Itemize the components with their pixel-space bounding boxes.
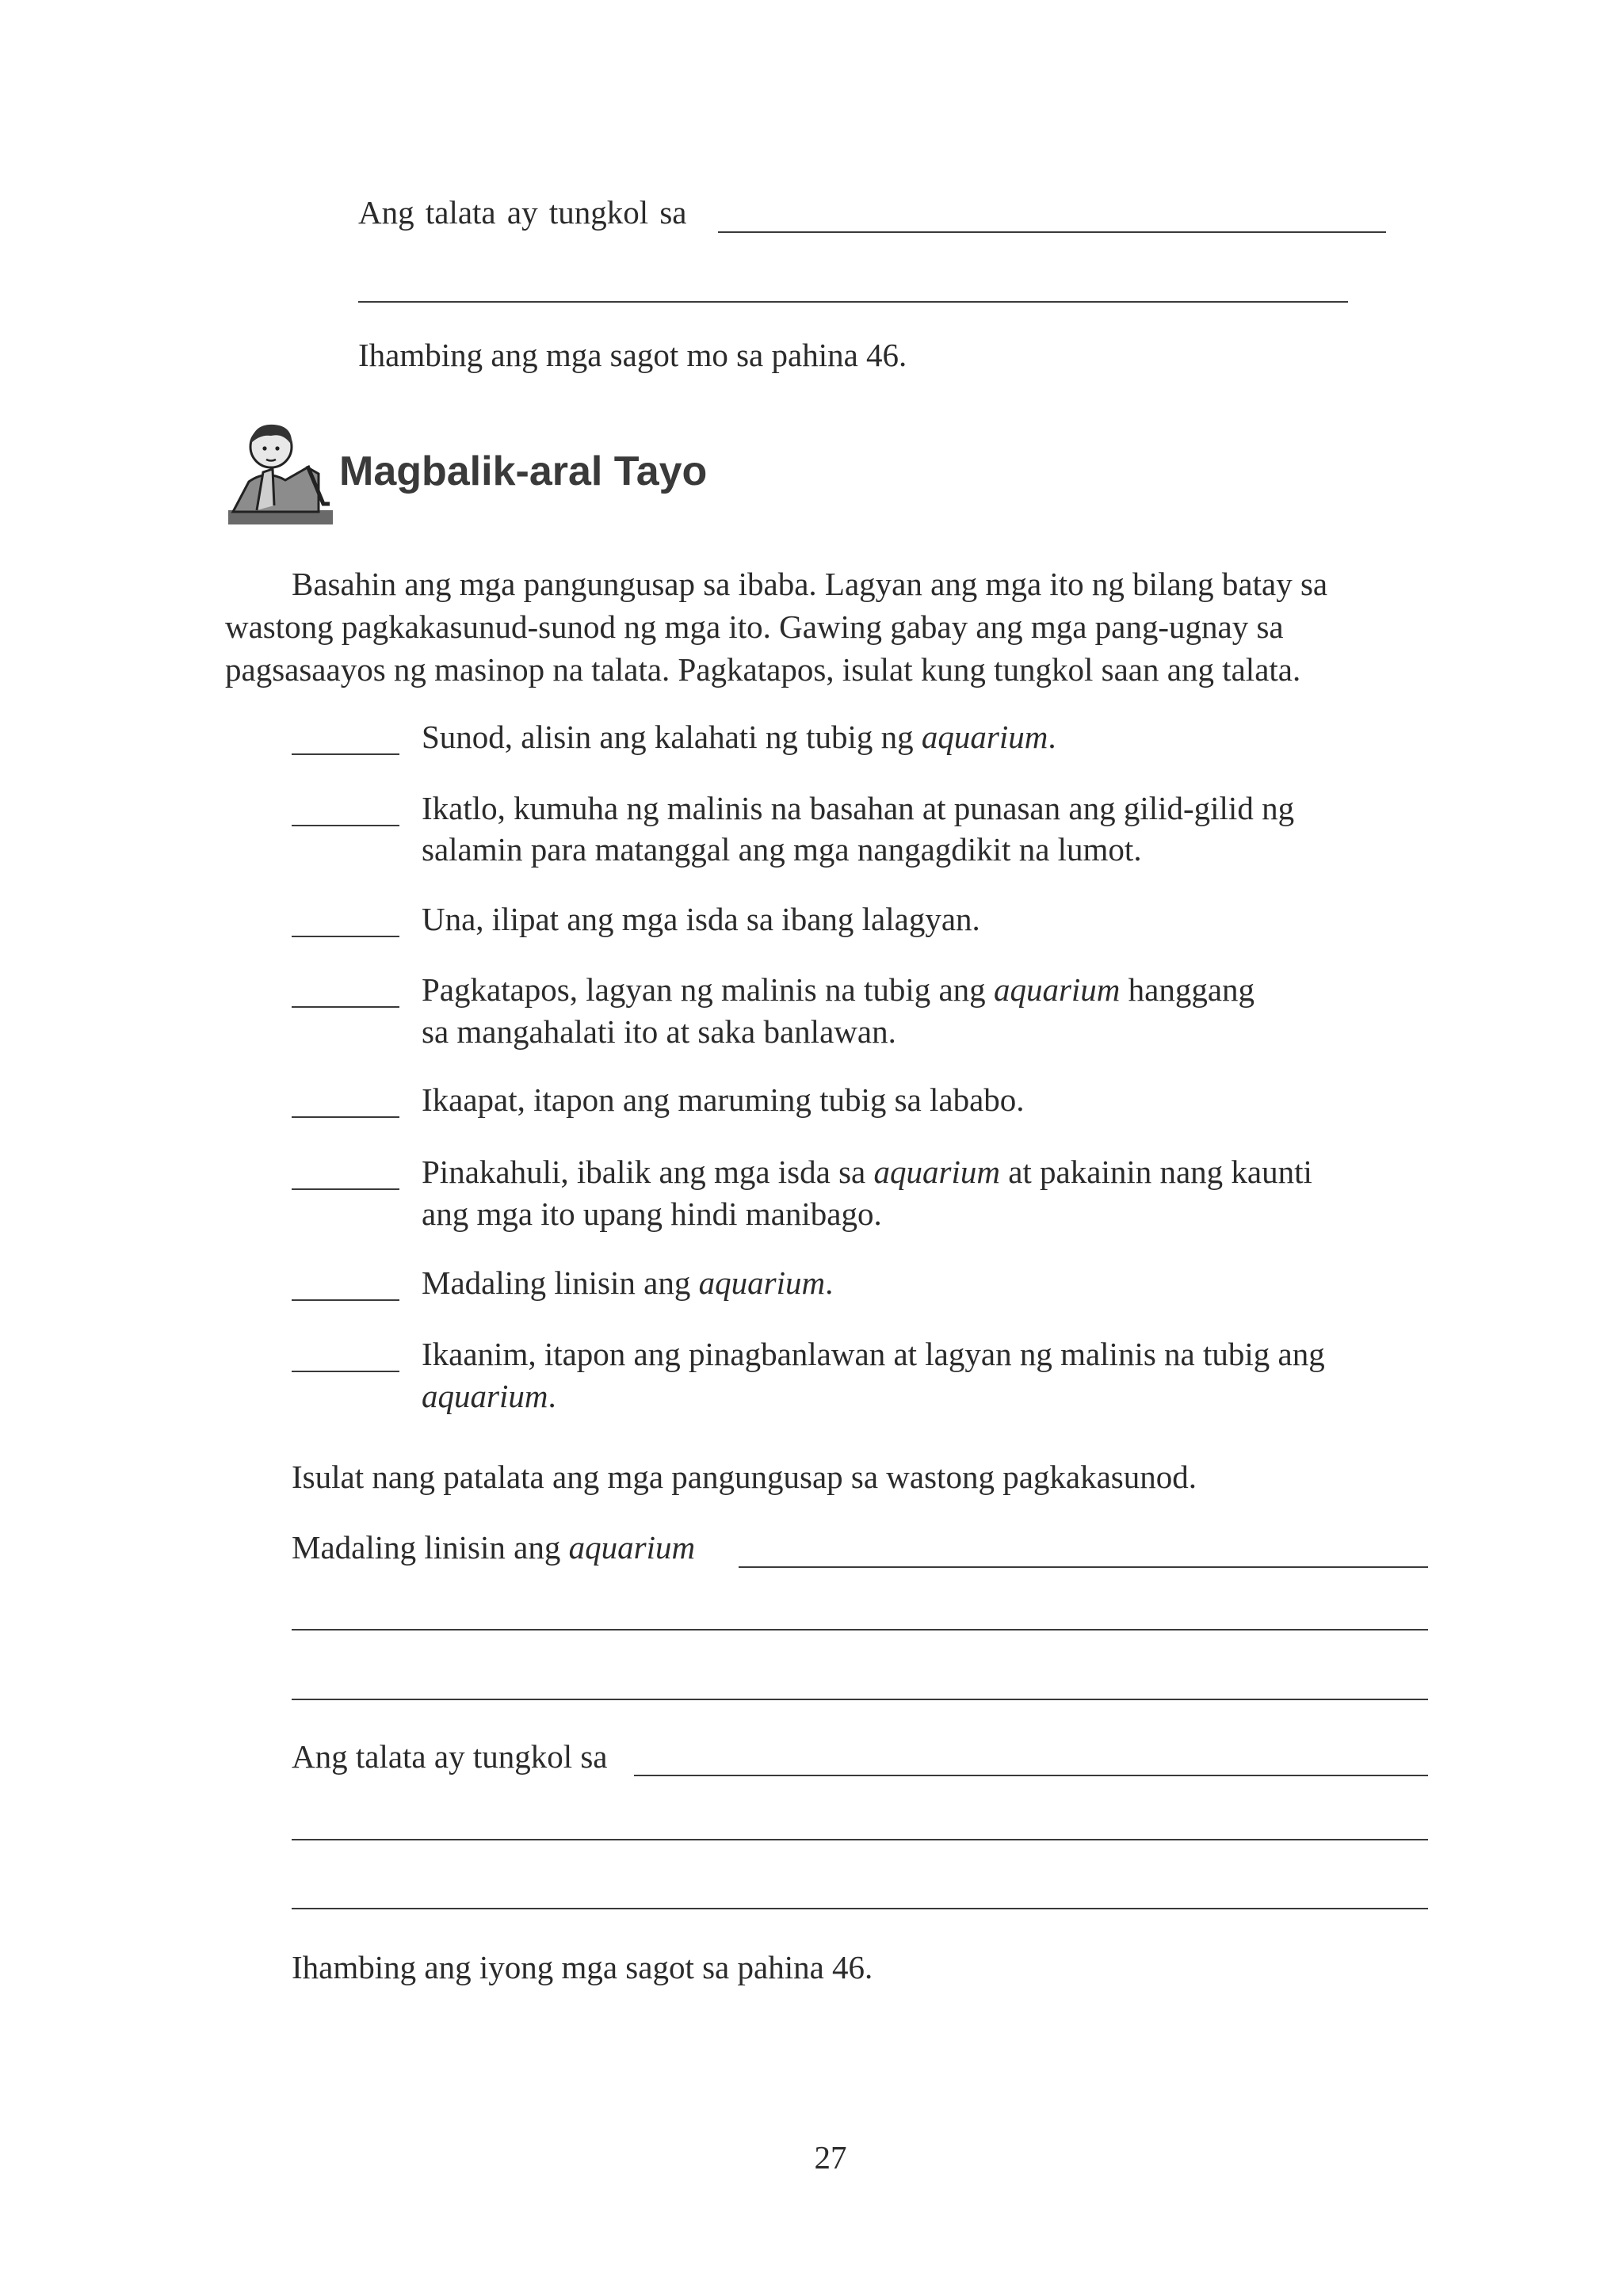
item-2-text-line-2: salamin para matanggal ang mga nangagdikit na lumot.	[422, 831, 1142, 868]
item-4-text-line-2: sa mangahalati ito at saka banlawan.	[422, 1013, 896, 1050]
number-blank-7[interactable]	[292, 1299, 399, 1301]
page-number: 27	[814, 2139, 847, 2176]
paragraph-line-2[interactable]	[292, 1629, 1428, 1630]
compare-note-top: Ihambing ang mga sagot mo sa pahina 46.	[358, 337, 907, 373]
answer-line-top-2[interactable]	[358, 301, 1348, 303]
compare-note-bottom: Ihambing ang iyong mga sagot sa pahina 46.	[292, 1949, 873, 1985]
instructions-line-3: pagsasaayos ng masinop na talata. Pagkatapos, isulat kung tungkol saan ang talata.	[225, 651, 1301, 688]
paragraph-start: Madaling linisin ang aquarium	[292, 1529, 696, 1566]
number-blank-1[interactable]	[292, 753, 399, 755]
instructions-line-1: Basahin ang mga pangungusap sa ibaba. Lagyan ang mga ito ng bilang batay sa	[292, 566, 1328, 602]
number-blank-4[interactable]	[292, 1006, 399, 1008]
number-blank-8[interactable]	[292, 1371, 399, 1372]
item-3-text: Una, ilipat ang mga isda sa ibang lalagyan.	[422, 901, 980, 937]
topic-prompt-top: Ang talata ay tungkol sa	[358, 194, 687, 231]
item-5-text: Ikaapat, itapon ang maruming tubig sa lababo.	[422, 1081, 1025, 1118]
item-8-text: Ikaanim, itapon ang pinagbanlawan at lagyan ng malinis na tubig ang	[422, 1336, 1325, 1372]
answer-line-top-1[interactable]	[718, 231, 1386, 233]
person-thinking-icon	[225, 417, 336, 528]
write-instruction: Isulat nang patalata ang mga pangungusap sa wastong pagkakasunod.	[292, 1459, 1197, 1495]
number-blank-6[interactable]	[292, 1188, 399, 1190]
section-heading: Magbalik-aral Tayo	[339, 448, 708, 494]
number-blank-2[interactable]	[292, 825, 399, 826]
topic-line-2[interactable]	[292, 1839, 1428, 1840]
item-2-text: Ikatlo, kumuha ng malinis na basahan at punasan ang gilid-gilid ng	[422, 790, 1295, 826]
instructions-line-2: wastong pagkakasunud-sunod ng mga ito. Gawing gabay ang mga pang-ugnay sa	[225, 608, 1284, 645]
paragraph-line-1[interactable]	[739, 1566, 1428, 1568]
topic-prompt: Ang talata ay tungkol sa	[292, 1738, 608, 1775]
item-6-text: Pinakahuli, ibalik ang mga isda sa aquarium at pakainin nang kaunti	[422, 1154, 1312, 1190]
item-8-text-line-2: aquarium.	[422, 1378, 556, 1414]
item-4-text: Pagkatapos, lagyan ng malinis na tubig ang aquarium hanggang	[422, 971, 1255, 1008]
number-blank-3[interactable]	[292, 936, 399, 937]
paragraph-line-3[interactable]	[292, 1699, 1428, 1700]
item-7-text: Madaling linisin ang aquarium.	[422, 1264, 834, 1301]
item-6-text-line-2: ang mga ito upang hindi manibago.	[422, 1196, 882, 1232]
number-blank-5[interactable]	[292, 1116, 399, 1118]
item-1-text: Sunod, alisin ang kalahati ng tubig ng aquarium.	[422, 719, 1056, 755]
topic-line-1[interactable]	[634, 1775, 1428, 1776]
topic-line-3[interactable]	[292, 1908, 1428, 1909]
